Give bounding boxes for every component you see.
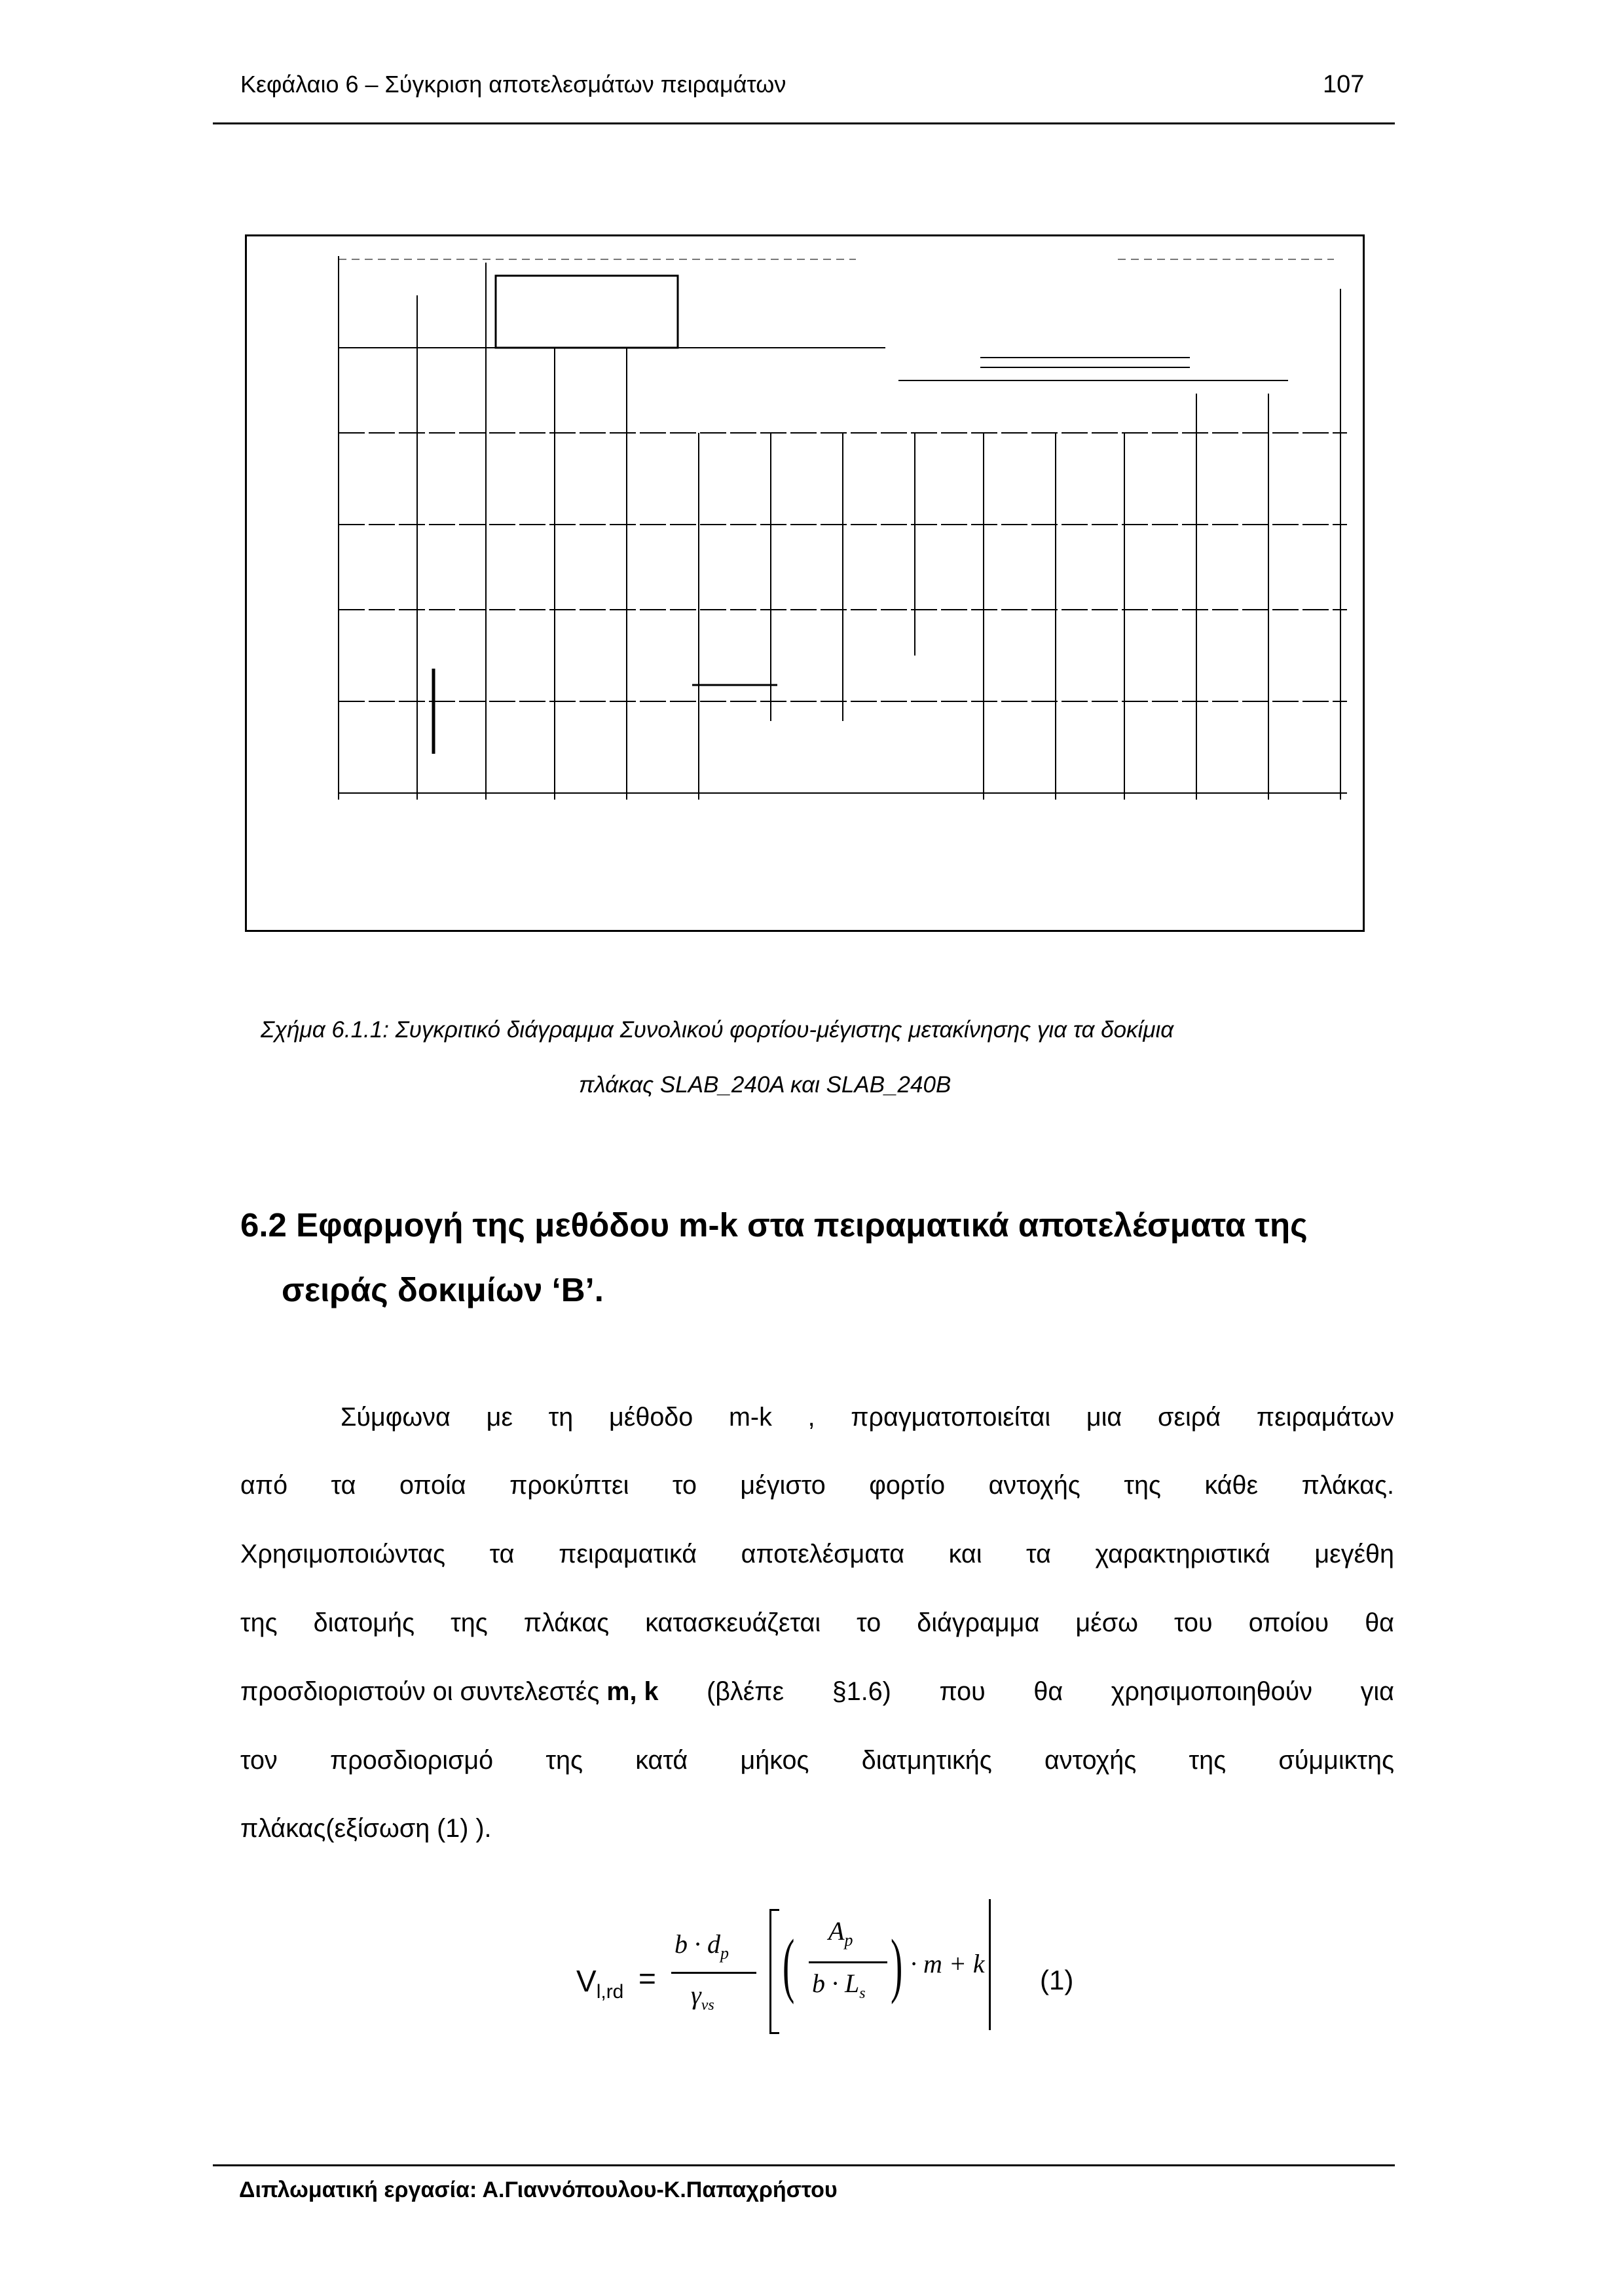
footer-author: Διπλωματική εργασία: Α.Γιαννόπουλου-Κ.Παπαχρήστου [239, 2177, 838, 2202]
paragraph-line: τον προσδιορισμό της κατά μήκος διατμητικής αντοχής της σύμμικτης [240, 1746, 1394, 1775]
fraction2-numerator: $A_p$ [828, 1916, 853, 1950]
equation-tail: · m + k [910, 1949, 985, 1978]
right-paren: ) [891, 1925, 903, 2005]
equation-lhs-subscript: l,rd [596, 1981, 624, 2003]
page-number: 107 [1323, 71, 1365, 98]
footer-rule [213, 2164, 1395, 2166]
equation-bracket-group [769, 1909, 992, 2030]
left-bracket [769, 1909, 779, 2034]
figure-diagram [245, 234, 1365, 932]
paragraph-line: Χρησιμοποιώντας τα πειραματικά αποτελέσματα και τα χαρακτηριστικά μεγέθη [240, 1540, 1394, 1568]
fraction2-denominator: $b \cdot L_s$ [812, 1969, 866, 2002]
fraction1-bar [671, 1972, 756, 1974]
paragraph-bold-text: m, k [606, 1677, 659, 1706]
paragraph-line: Σύμφωνα με τη μέθοδο m-k , πραγματοποιείται μια σειρά πειραμάτων [341, 1403, 1394, 1432]
section-heading-line2: σειράς δοκιμίων ‘Β’. [282, 1271, 604, 1308]
paragraph-line: πλάκας(εξίσωση (1) ). [240, 1814, 492, 1843]
right-bracket [989, 1899, 991, 2030]
figure-caption-line1: Σχήμα 6.1.1: Συγκριτικό διάγραμμα Συνολικού φορτίου-μέγιστης μετακίνησης για τα δοκίμια [261, 1017, 1174, 1043]
header-rule [213, 122, 1395, 124]
paragraph-line [240, 1679, 1394, 1705]
paragraph-line: από τα οποία προκύπτει το μέγιστο φορτίο αντοχής της κάθε πλάκας. [240, 1471, 1394, 1500]
left-paren: ( [783, 1925, 795, 2005]
fraction1-denominator: $\gamma_{vs}$ [691, 1980, 714, 2014]
equation-equals: = [638, 1961, 656, 1995]
fraction1-numerator: $b \cdot d_p$ [674, 1929, 729, 1963]
equation-number: (1) [1040, 1965, 1074, 1995]
paragraph-text: (βλέπε §1.6) που θα χρησιμοποιηθούν για [658, 1677, 1394, 1706]
equation-fraction-1 [668, 1916, 760, 2020]
paragraph-line: της διατομής της πλάκας κατασκευάζεται το διάγραμμα μέσω του οποίου θα [240, 1608, 1394, 1637]
equation-lhs [576, 1963, 623, 2003]
fraction2-bar [809, 1961, 887, 1963]
figure-inner-box [496, 276, 678, 348]
section-heading-line1: 6.2 Εφαρμογή της μεθόδου m-k στα πειραματικά αποτελέσματα της [240, 1206, 1308, 1244]
equation-lhs-symbol: V [576, 1964, 597, 1998]
running-header-title: Κεφάλαιο 6 – Σύγκριση αποτελεσμάτων πειραμάτων [240, 71, 786, 98]
figure-grid-lines [247, 236, 1367, 934]
figure-caption-line2: πλάκας SLAB_240A και SLAB_240B [579, 1072, 951, 1098]
paragraph-text: προσδιοριστούν οι συντελεστές [240, 1677, 607, 1706]
